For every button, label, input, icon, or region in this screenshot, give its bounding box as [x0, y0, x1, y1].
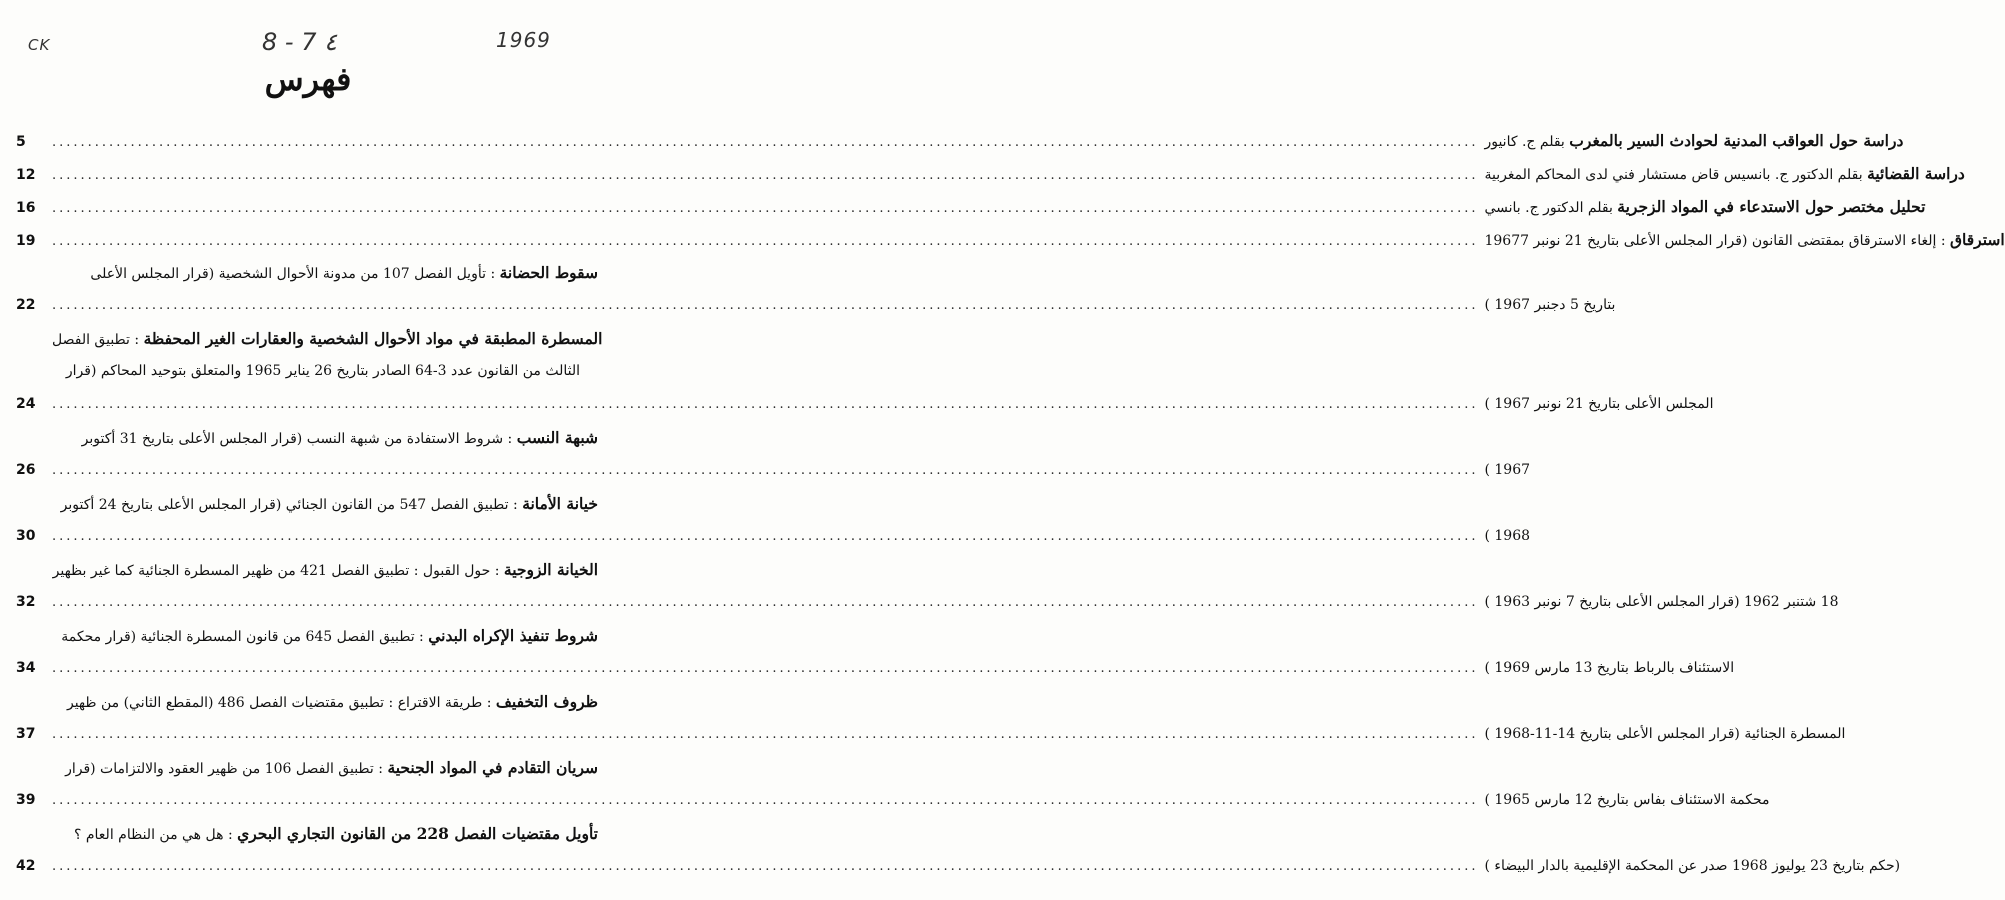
- toc-entry-heading: المسطرة المطبقة في مواد الأحوال الشخصية والعقارات الغير المحفظة: [143, 329, 603, 348]
- toc-entry-text: [1478, 388, 1731, 421]
- toc-line: [16, 157, 1965, 190]
- toc-entry-detail: 1967 ): [1484, 462, 1531, 478]
- toc-page-number: 12: [16, 167, 36, 183]
- toc-entry-text: [1478, 223, 2004, 258]
- toc-leader-dots: ........................................................................................................................................................................................................: [52, 529, 1479, 544]
- toc-entry-text: [1478, 454, 1548, 487]
- toc-leader-dots: ........................................................................................................................................................................................................: [52, 168, 1479, 183]
- toc-page-number: 5: [16, 134, 26, 150]
- toc-line: [16, 124, 1904, 157]
- handwritten-reference: CK: [28, 36, 51, 54]
- handwritten-page-mark: 8 - 7 ٤: [262, 28, 337, 56]
- toc-line: [16, 784, 1770, 817]
- toc-line: [16, 190, 1926, 223]
- toc-page-number: 34: [16, 660, 36, 676]
- toc-line: [16, 289, 1616, 322]
- toc-line: [16, 388, 1714, 421]
- toc-entry-text: [1478, 157, 1964, 192]
- toc-entry-text: [46, 553, 598, 588]
- toc-entry-text: [1478, 586, 1856, 619]
- toc-entry-text: [1478, 718, 1863, 751]
- toc-entry-text: [1478, 652, 1752, 685]
- toc-entry-detail: : تأويل الفصل 107 من مدونة الأحوال الشخصية (قرار المجلس الأعلى: [90, 266, 500, 282]
- toc-page-number: 39: [16, 792, 36, 808]
- toc-line: [16, 619, 598, 652]
- page-title: فهرس: [264, 60, 352, 98]
- toc-entry-heading: دراسة حول العواقب المدنية لحوادث السير بالمغرب: [1569, 131, 1904, 150]
- toc-entry-text: [1478, 124, 1903, 159]
- toc-entry-detail: بتاريخ 5 دجنبر 1967 ): [1484, 297, 1616, 313]
- toc-leader-dots: ........................................................................................................................................................................................................: [52, 135, 1479, 150]
- toc-line: [16, 751, 598, 784]
- toc-entry-text: [46, 817, 598, 852]
- toc-line: [16, 355, 598, 388]
- toc-page-number: 37: [16, 726, 36, 742]
- toc-line: [16, 454, 1531, 487]
- toc-entry-heading: الخيانة الزوجية: [503, 560, 598, 579]
- toc-entry-heading: تحليل مختصر حول الاستدعاء في المواد الزجرية: [1617, 197, 1926, 216]
- toc-line: [16, 487, 598, 520]
- toc-leader-dots: ........................................................................................................................................................................................................: [52, 727, 1479, 742]
- toc-entry-text: [1478, 850, 1918, 883]
- toc-entry-detail: : تطبيق الفصل 547 من القانون الجنائي (قرار المجلس الأعلى بتاريخ 24 أكتوبر: [60, 497, 523, 513]
- toc-entry-detail: المجلس الأعلى بتاريخ 21 نونبر 1967 ): [1484, 396, 1714, 412]
- toc-entry-text: [1478, 190, 1925, 225]
- toc-entry-text: [46, 355, 598, 388]
- toc-entry-heading: شروط تنفيذ الإكراه البدني: [428, 626, 598, 645]
- toc-entry-heading: خيانة الأمانة: [522, 494, 598, 513]
- toc-entry-heading: ظروف التخفيف: [495, 692, 598, 711]
- table-of-contents: [16, 124, 2005, 883]
- toc-entry-text: [46, 256, 598, 291]
- toc-page-number: 24: [16, 396, 36, 412]
- toc-entry-detail: محكمة الاستئناف بفاس بتاريخ 12 مارس 1965 ): [1484, 792, 1770, 808]
- toc-leader-dots: ........................................................................................................................................................................................................: [52, 201, 1479, 216]
- toc-leader-dots: ........................................................................................................................................................................................................: [52, 298, 1479, 313]
- toc-entry-text: [46, 619, 598, 654]
- toc-entry-detail: : تطبيق الفصل 106 من ظهير العقود والالتزامات (قرار: [65, 761, 388, 777]
- toc-page-number: 32: [16, 594, 36, 610]
- toc-page-number: 19: [16, 233, 36, 249]
- toc-line: [16, 586, 1839, 619]
- toc-entry-detail: : هل هي من النظام العام ؟: [73, 827, 238, 843]
- toc-entry-detail: الاستئناف بالرباط بتاريخ 13 مارس 1969 ): [1484, 660, 1735, 676]
- toc-entry-text: [46, 487, 598, 522]
- toc-leader-dots: ........................................................................................................................................................................................................: [52, 661, 1479, 676]
- toc-entry-detail: : تطبيق الفصل: [52, 332, 144, 348]
- toc-line: [16, 652, 1735, 685]
- toc-entry-text: [46, 685, 598, 720]
- toc-entry-text: [46, 751, 598, 786]
- toc-line: [16, 256, 598, 289]
- toc-line: [16, 850, 1901, 883]
- toc-page-number: 26: [16, 462, 36, 478]
- toc-leader-dots: ........................................................................................................................................................................................................: [52, 234, 1479, 249]
- toc-entry-detail: 18 شتنبر 1962 (قرار المجلس الأعلى بتاريخ 7 نونبر 1963 ): [1484, 594, 1839, 610]
- toc-entry-text: [1478, 289, 1633, 322]
- toc-page-number: 42: [16, 858, 36, 874]
- toc-line: [16, 817, 598, 850]
- toc-entry-heading: تأويل مقتضيات الفصل 228 من القانون التجاري البحري: [237, 824, 598, 843]
- toc-entry-detail: بقلم الدكتور ج. بانسيس قاض مستشار فني لدى المحاكم المغربية: [1484, 167, 1868, 183]
- toc-entry-detail: بقلم ج. كانيور: [1484, 134, 1570, 150]
- toc-leader-dots: ........................................................................................................................................................................................................: [52, 463, 1479, 478]
- toc-entry-heading: سريان التقادم في المواد الجنحية: [387, 758, 598, 777]
- toc-entry-detail: : تطبيق الفصل 645 من قانون المسطرة الجنائية (قرار محكمة: [61, 629, 429, 645]
- toc-entry-detail: بقلم الدكتور ج. بانسي: [1484, 200, 1618, 216]
- handwritten-year: 1969: [496, 28, 551, 52]
- toc-entry-text: [1478, 520, 1548, 553]
- toc-line: [16, 223, 2005, 256]
- toc-line: [16, 421, 598, 454]
- toc-leader-dots: ........................................................................................................................................................................................................: [52, 397, 1479, 412]
- toc-page-number: 30: [16, 528, 36, 544]
- toc-entry-detail: : حول القبول : تطبيق الفصل 421 من ظهير المسطرة الجنائية كما غير بظهير: [52, 563, 504, 579]
- toc-entry-heading: دراسة القضائية: [1867, 164, 1965, 183]
- toc-leader-dots: ........................................................................................................................................................................................................: [52, 859, 1479, 874]
- toc-entry-text: [46, 421, 598, 456]
- toc-line: [16, 718, 1846, 751]
- toc-line: [16, 553, 598, 586]
- toc-page-number: 22: [16, 297, 36, 313]
- toc-page-number: 16: [16, 200, 36, 216]
- toc-line: [16, 685, 598, 718]
- toc-entry-detail: المسطرة الجنائية (قرار المجلس الأعلى بتاريخ 14-11-1968 ): [1484, 726, 1846, 742]
- toc-entry-heading: شبهة النسب: [516, 428, 598, 447]
- toc-entry-detail: الثالث من القانون عدد 3-64 الصادر بتاريخ 26 يناير 1965 والمتعلق بتوحيد المحاكم (قرار: [65, 363, 580, 379]
- toc-leader-dots: ........................................................................................................................................................................................................: [52, 595, 1479, 610]
- toc-line: [16, 520, 1531, 553]
- toc-entry-heading: سقوط الحضانة: [499, 263, 598, 282]
- toc-entry-text: [46, 322, 602, 357]
- toc-line: [16, 322, 603, 355]
- toc-entry-detail: 1968 ): [1484, 528, 1531, 544]
- toc-entry-text: [1478, 784, 1787, 817]
- toc-entry-detail: : طريقة الاقتراع : تطبيق مقتضيات الفصل 486 (المقطع الثاني) من ظهير: [66, 695, 496, 711]
- toc-entry-detail: (حكم بتاريخ 23 يوليوز 1968 صدر عن المحكمة الإقليمية بالدار البيضاء ): [1484, 858, 1901, 874]
- toc-entry-heading: استرقاق: [1950, 230, 2005, 249]
- toc-entry-detail: : إلغاء الاسترقاق بمقتضى القانون (قرار المجلس الأعلى بتاريخ 21 نونبر 19677: [1484, 233, 1950, 249]
- toc-leader-dots: ........................................................................................................................................................................................................: [52, 793, 1479, 808]
- toc-entry-detail: : شروط الاستفادة من شبهة النسب (قرار المجلس الأعلى بتاريخ 31 أكتوبر: [81, 431, 517, 447]
